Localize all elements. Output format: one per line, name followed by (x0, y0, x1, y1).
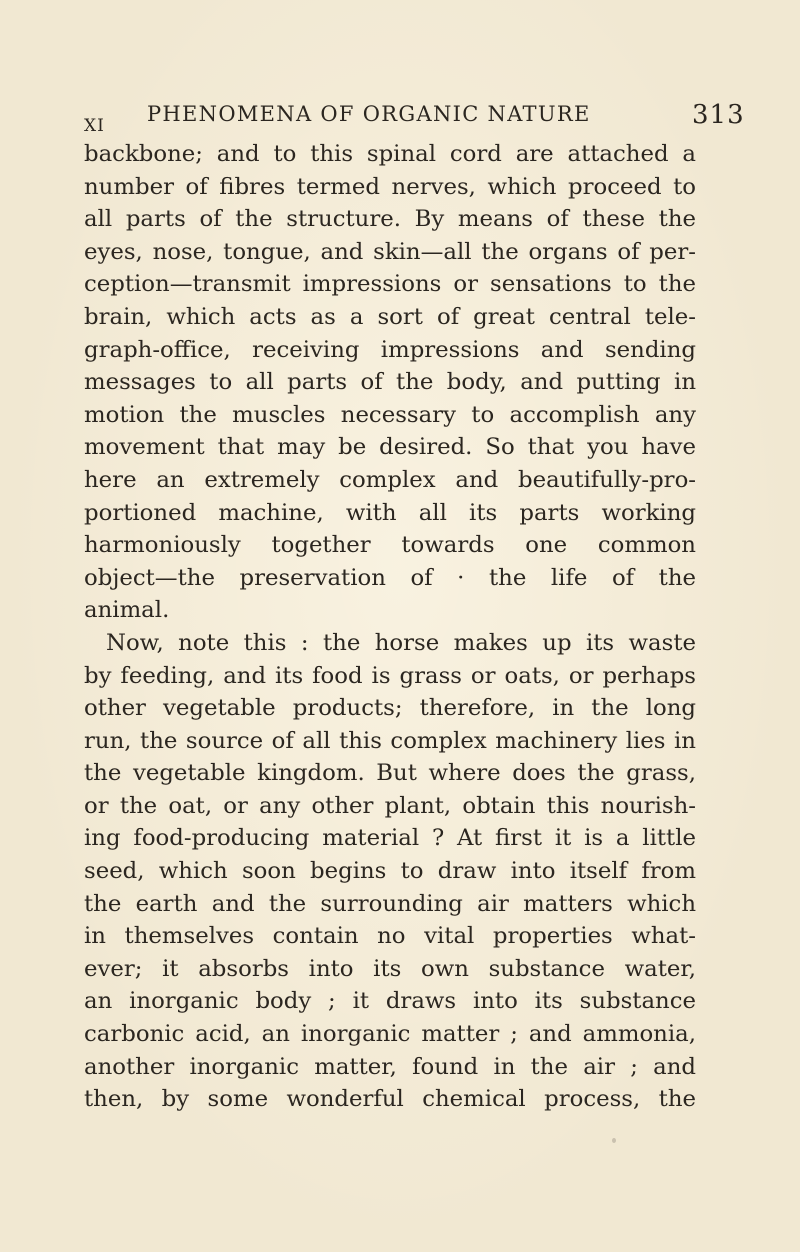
text-line: ing food-producing material ? At first it is a little (84, 825, 696, 852)
paragraph-end-line: animal. (84, 597, 170, 624)
text-line: object—the preservation of · the life of the (84, 564, 696, 591)
text-line: ever; it absorbs into its own substance water, (84, 955, 696, 982)
text-line: an inorganic body ; it draws into its substance (84, 988, 696, 1015)
text-line: in themselves contain no vital properties what- (84, 923, 696, 950)
text-line: graph-office, receiving impressions and sending (84, 336, 696, 363)
text-line: harmoniously together towards one common (84, 532, 696, 559)
page-number: 313 (692, 100, 745, 130)
page-header (84, 100, 784, 140)
text-line: brain, which acts as a sort of great central tele- (84, 303, 696, 330)
text-line: portioned machine, with all its parts working (84, 499, 696, 526)
running-title: PHENOMENA OF ORGANIC NATURE (147, 102, 591, 126)
text-line: movement that may be desired. So that you have (84, 434, 696, 461)
text-line: messages to all parts of the body, and putting in (84, 369, 696, 396)
text-line: here an extremely complex and beautifully-pro- (84, 466, 696, 493)
text-line: by feeding, and its food is grass or oats, or perhaps (84, 662, 696, 689)
body-text (84, 138, 696, 1116)
text-line: another inorganic matter, found in the air ; and (84, 1053, 696, 1080)
chapter-number: XI (84, 116, 105, 136)
text-line: ception—transmit impressions or sensations to the (84, 271, 696, 298)
text-line: other vegetable products; therefore, in the long (84, 695, 696, 722)
paragraph-start-line: Now, note this : the horse makes up its waste (106, 629, 696, 656)
text-line: all parts of the structure. By means of these the (84, 206, 696, 233)
text-line: or the oat, or any other plant, obtain this nourish- (84, 792, 696, 819)
text-line: motion the muscles necessary to accomplish any (84, 401, 696, 428)
text-line: the vegetable kingdom. But where does the grass, (84, 760, 696, 787)
text-line: number of fibres termed nerves, which proceed to (84, 173, 696, 200)
text-line: the earth and the surrounding air matters which (84, 890, 696, 917)
text-line: backbone; and to this spinal cord are attached a (84, 141, 696, 167)
text-line: seed, which soon begins to draw into itself from (84, 858, 696, 885)
text-line: carbonic acid, an inorganic matter ; and ammonia, (84, 1021, 696, 1048)
paper-speck (612, 1138, 616, 1143)
text-line: then, by some wonderful chemical process, the (84, 1086, 696, 1113)
text-line: eyes, nose, tongue, and skin—all the organs of per- (84, 238, 696, 265)
text-line: run, the source of all this complex machinery lies in (84, 727, 696, 754)
